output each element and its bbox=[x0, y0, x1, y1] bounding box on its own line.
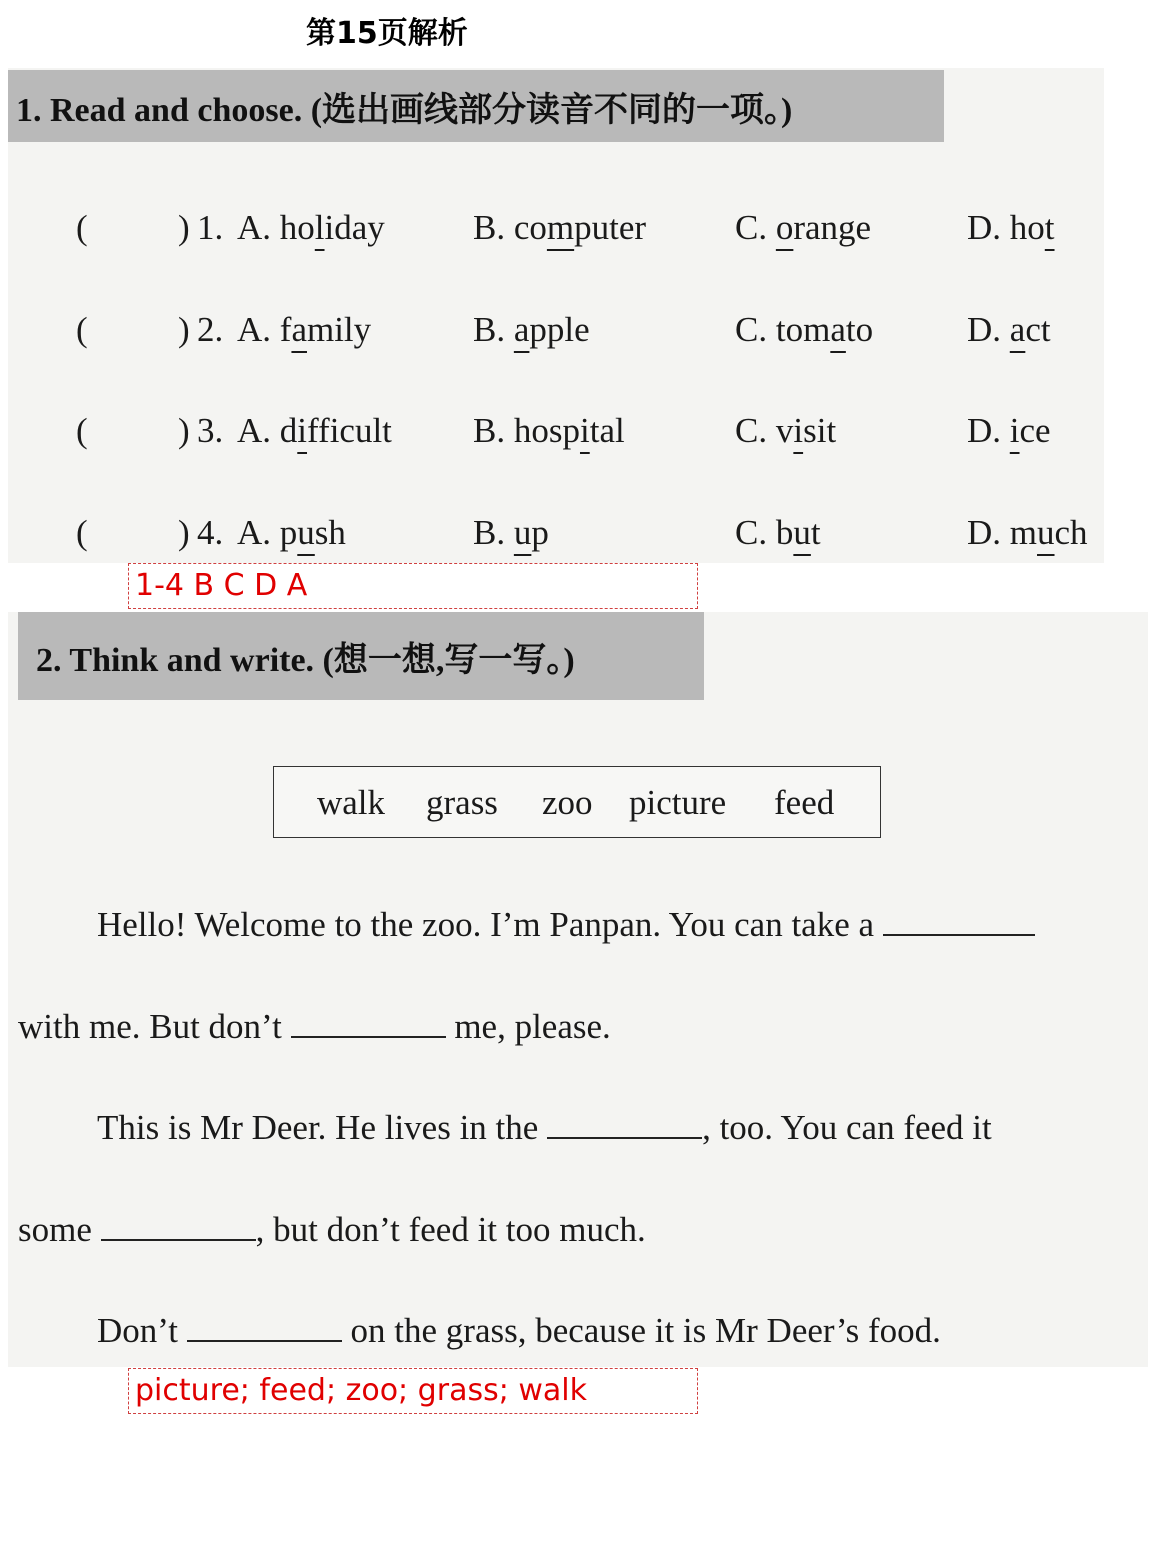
question-row-4 bbox=[0, 513, 1154, 563]
word-bank-item: feed bbox=[774, 783, 835, 822]
option-d: D. act bbox=[967, 310, 1051, 349]
option-d: D. ice bbox=[967, 411, 1051, 450]
fill-blank bbox=[291, 1010, 446, 1038]
question-row-3 bbox=[0, 411, 1154, 461]
section1-header-text: 1. Read and choose. (选出画线部分读音不同的一项。) bbox=[16, 91, 793, 129]
answer-paren-open: ( bbox=[76, 208, 88, 247]
passage-line-1 bbox=[97, 905, 1035, 945]
answer-paren-open: ( bbox=[76, 411, 88, 450]
word-bank bbox=[273, 766, 881, 838]
answer-paren-close: ) bbox=[178, 411, 190, 450]
word-bank-item: picture bbox=[629, 783, 727, 822]
answer-paren-open: ( bbox=[76, 513, 88, 552]
page-title: 第15页解析 bbox=[306, 16, 468, 51]
option-b: B. up bbox=[473, 513, 549, 552]
passage-text: me, please. bbox=[454, 1007, 611, 1046]
section2-header bbox=[18, 612, 704, 700]
word-bank-item: walk bbox=[317, 783, 386, 822]
passage-text: Don’t bbox=[97, 1311, 179, 1350]
option-b: B. hospital bbox=[473, 411, 625, 450]
passage-text: on the grass, because it is Mr Deer’s food. bbox=[350, 1311, 941, 1350]
option-d: D. hot bbox=[967, 208, 1055, 247]
answer-paren-close: ) bbox=[178, 310, 190, 349]
passage-line-2 bbox=[18, 1007, 611, 1047]
option-c: C. tomato bbox=[735, 310, 874, 349]
question-row-2 bbox=[0, 310, 1154, 360]
option-a: A. difficult bbox=[237, 411, 392, 450]
passage-text: with me. But don’t bbox=[18, 1007, 282, 1046]
option-c: C. visit bbox=[735, 411, 837, 450]
option-c: C. but bbox=[735, 513, 821, 552]
option-b: B. apple bbox=[473, 310, 590, 349]
passage-line-4 bbox=[18, 1210, 646, 1250]
passage-text: some bbox=[18, 1210, 92, 1249]
question-number: 1. bbox=[197, 208, 224, 247]
fill-blank bbox=[187, 1314, 342, 1342]
fill-blank bbox=[547, 1111, 702, 1139]
passage-line-5 bbox=[97, 1311, 941, 1351]
answer-paren-close: ) bbox=[178, 513, 190, 552]
section2-header-text: 2. Think and write. (想一想,写一写。) bbox=[36, 641, 575, 679]
option-a: A. family bbox=[237, 310, 372, 349]
question-number: 2. bbox=[197, 310, 224, 349]
option-a: A. holiday bbox=[237, 208, 385, 247]
passage-line-3 bbox=[97, 1108, 992, 1148]
question-number: 3. bbox=[197, 411, 224, 450]
passage-text: This is Mr Deer. He lives in the bbox=[97, 1108, 539, 1147]
question-row-1 bbox=[0, 208, 1154, 258]
scan-area-section2 bbox=[8, 612, 1148, 1367]
section1-header bbox=[8, 70, 944, 142]
section1-answer: 1-4 B C D A bbox=[128, 563, 698, 609]
option-d: D. much bbox=[967, 513, 1088, 552]
passage-text: , too. You can feed it bbox=[702, 1108, 992, 1147]
passage-text: Hello! Welcome to the zoo. I’m Panpan. You can take a bbox=[97, 905, 875, 944]
word-bank-item: zoo bbox=[542, 783, 593, 822]
option-a: A. push bbox=[237, 513, 346, 552]
answer-paren-close: ) bbox=[178, 208, 190, 247]
fill-blank bbox=[101, 1213, 256, 1241]
word-bank-item: grass bbox=[426, 783, 498, 822]
answer-paren-open: ( bbox=[76, 310, 88, 349]
option-b: B. computer bbox=[473, 208, 647, 247]
fill-blank bbox=[883, 908, 1035, 936]
option-c: C. orange bbox=[735, 208, 872, 247]
question-number: 4. bbox=[197, 513, 224, 552]
section2-answer: picture; feed; zoo; grass; walk bbox=[128, 1368, 698, 1414]
passage-text: , but don’t feed it too much. bbox=[255, 1210, 646, 1249]
